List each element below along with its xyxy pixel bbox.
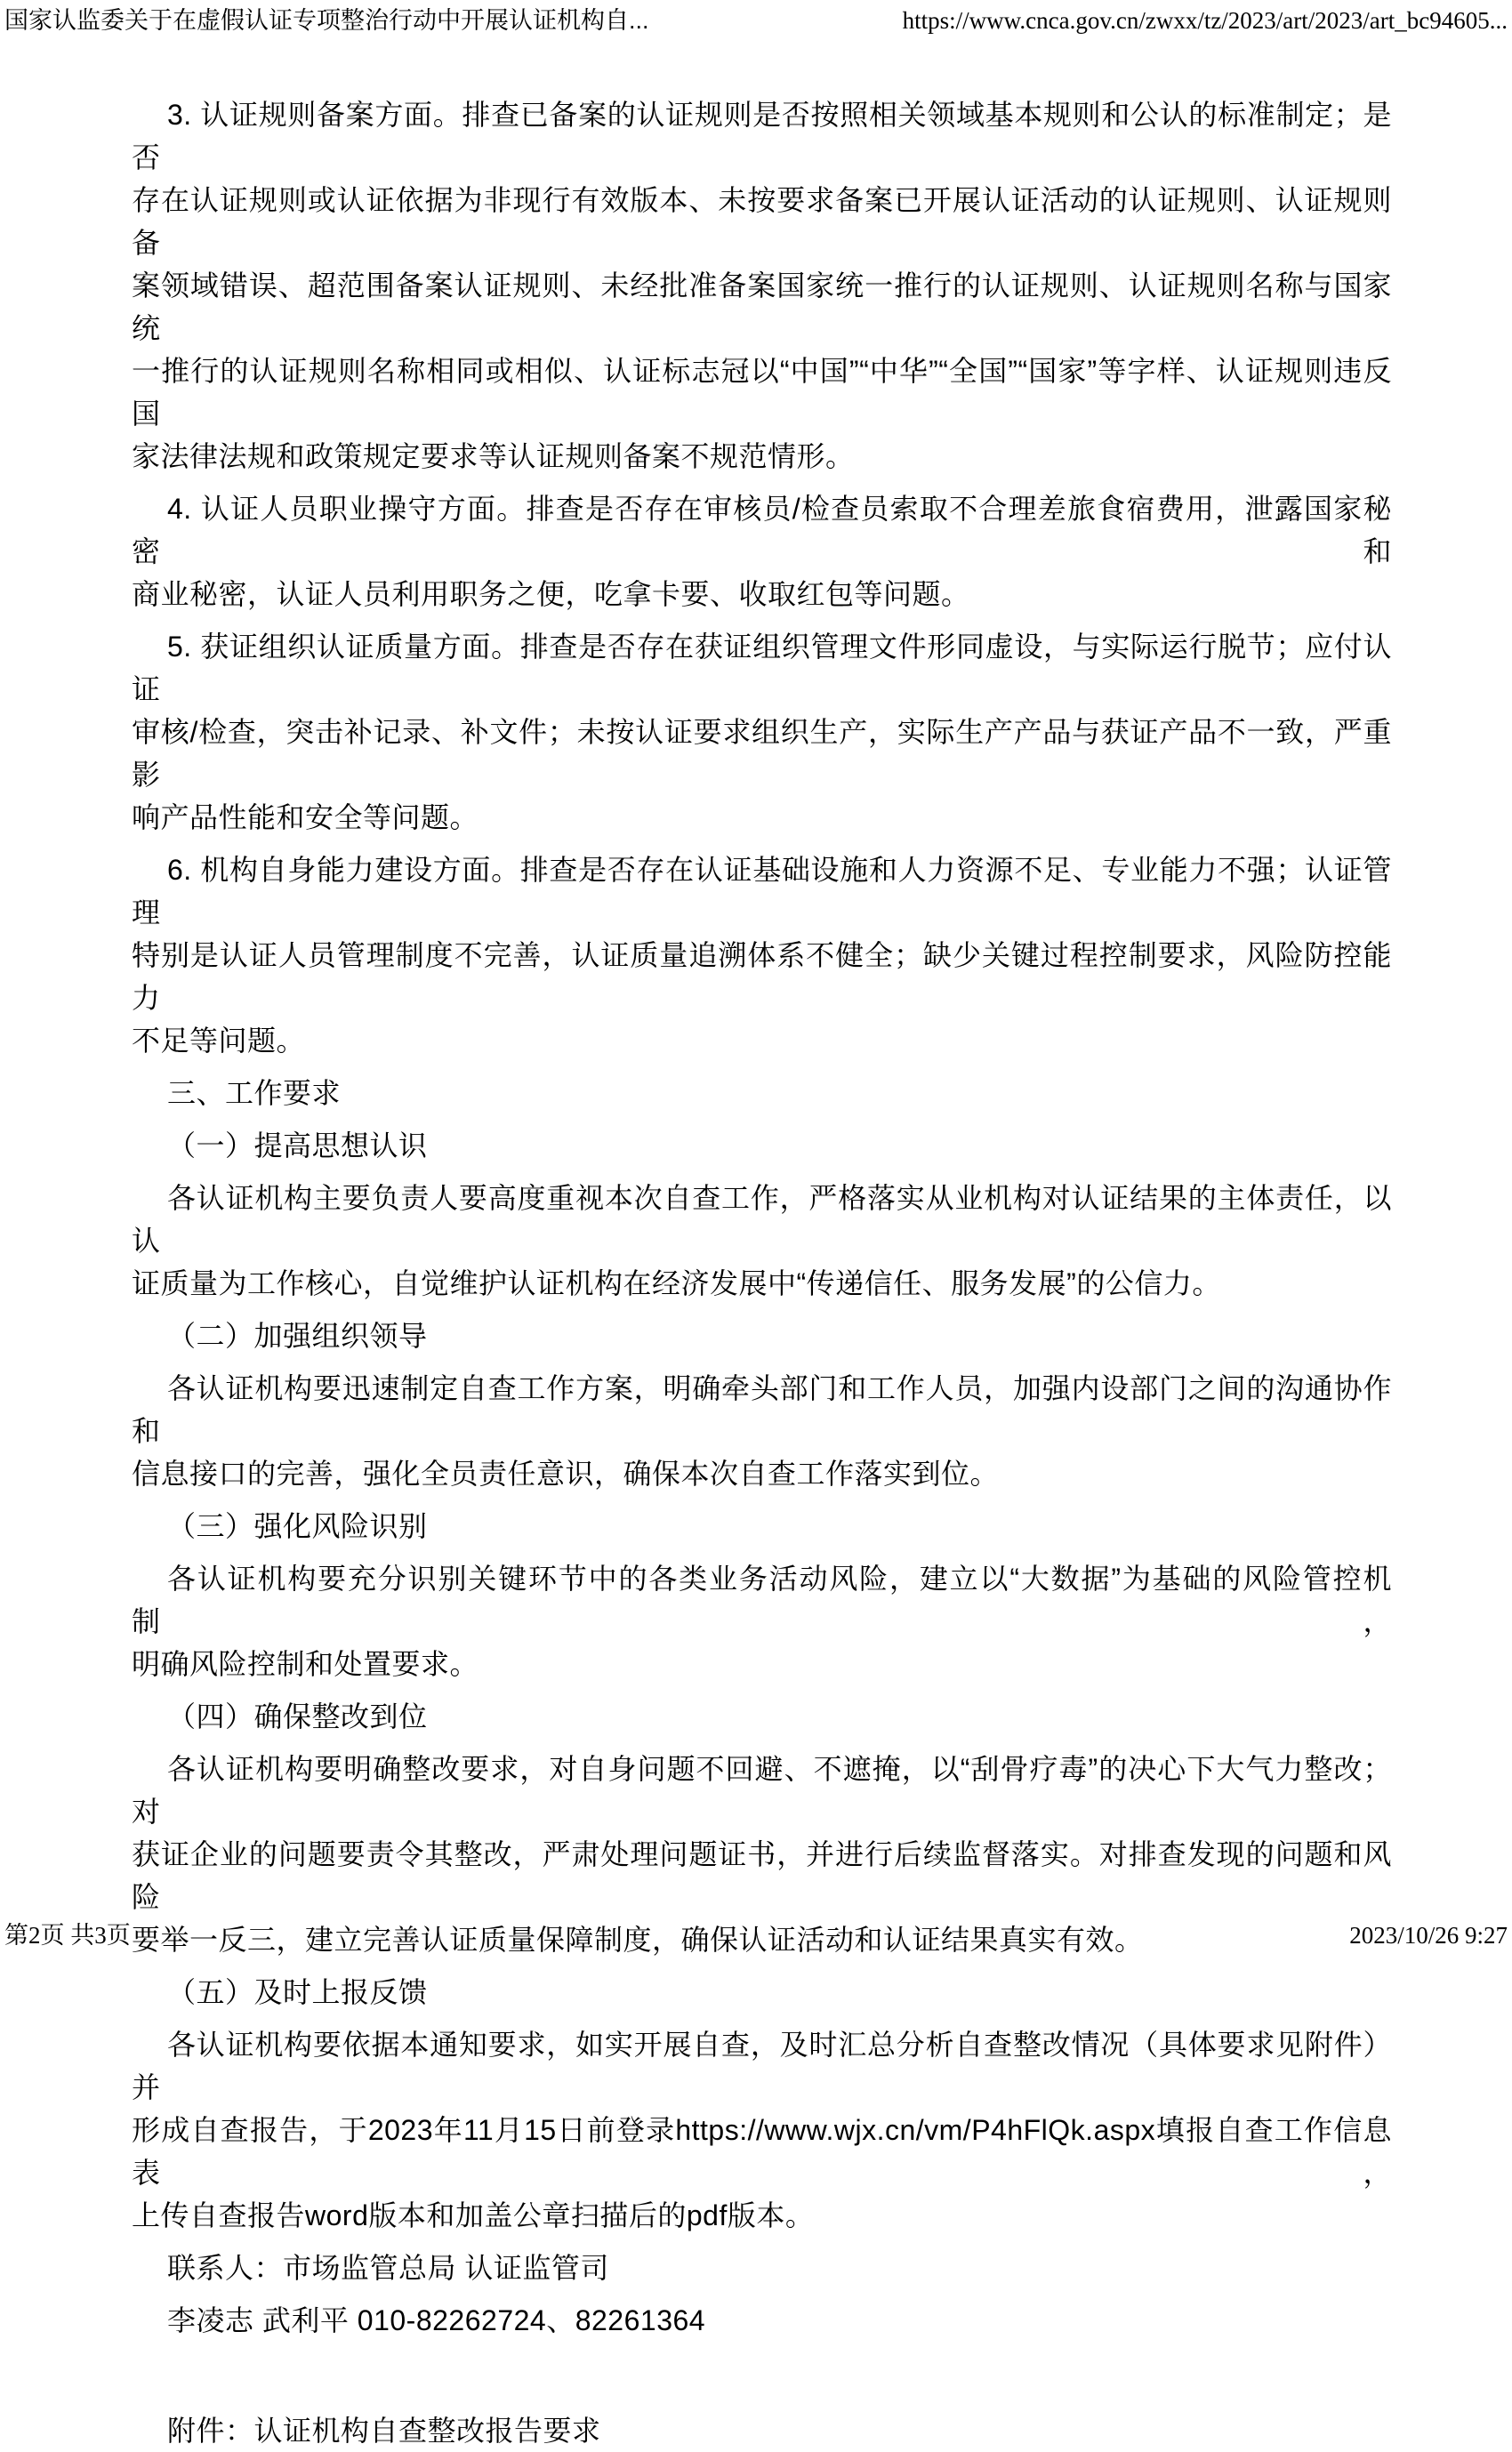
text-line: 4. 认证人员职业操守方面。排查是否存在审核员/检查员索取不合理差旅食宿费用，泄露国家秘密和 xyxy=(132,493,1392,567)
paragraph xyxy=(132,1177,1392,1305)
page-number: 第2页 共3页 xyxy=(4,1922,131,1949)
text-line: 附件：认证机构自查整改报告要求 xyxy=(167,2415,601,2447)
text-line: 李凌志 武利平 010-82262724、82261364 xyxy=(167,2304,706,2336)
paragraph xyxy=(132,2409,1392,2452)
paragraph xyxy=(132,93,1392,478)
text-line: 各认证机构要明确整改要求，对自身问题不回避、不遮掩，以“刮骨疗毒”的决心下大气力整改；对 xyxy=(132,1753,1392,1828)
text-line: 特别是认证人员管理制度不完善，认证质量追溯体系不健全；缺少关键过程控制要求，风险防控能力 xyxy=(132,939,1392,1014)
text-line: 审核/检查，突击补记录、补文件；未按认证要求组织生产，实际生产产品与获证产品不一致，严重影 xyxy=(132,716,1392,791)
section-heading xyxy=(132,1124,1392,1167)
text-line: （五）及时上报反馈 xyxy=(167,1976,428,2008)
text-line: 家法律法规和政策规定要求等认证规则备案不规范情形。 xyxy=(132,440,855,472)
section-heading xyxy=(132,1072,1392,1114)
paragraph xyxy=(132,1367,1392,1495)
print-footer xyxy=(4,1921,1508,1950)
text-line: 各认证机构要依据本通知要求，如实开展自查，及时汇总分析自查整改情况（具体要求见附件）并 xyxy=(132,2029,1392,2103)
text-line: 3. 认证规则备案方面。排查已备案的认证规则是否按照相关领域基本规则和公认的标准制定；是否 xyxy=(132,99,1392,173)
text-line: 形成自查报告，于2023年11月15日前登录https://www.wjx.cn/vm/P4hFlQk.aspx填报自查工作信息表， xyxy=(132,2114,1392,2189)
text-line: 三、工作要求 xyxy=(167,1077,342,1109)
text-line: 上传自查报告word版本和加盖公章扫描后的pdf版本。 xyxy=(132,2199,815,2231)
text-line: 信息接口的完善，强化全员责任意识，确保本次自查工作落实到位。 xyxy=(132,1458,1000,1490)
section-heading xyxy=(132,1314,1392,1357)
text-line: 案领域错误、超范围备案认证规则、未经批准备案国家统一推行的认证规则、认证规则名称与国家统 xyxy=(132,269,1392,344)
text-line: 证质量为工作核心，自觉维护认证机构在经济发展中“传递信任、服务发展”的公信力。 xyxy=(132,1267,1221,1299)
text-line: 不足等问题。 xyxy=(132,1025,306,1057)
document-body xyxy=(132,93,1392,2452)
text-line: 5. 获证组织认证质量方面。排查是否存在获证组织管理文件形同虚设，与实际运行脱节；应付认证 xyxy=(132,631,1392,705)
text-line: （四）确保整改到位 xyxy=(167,1700,428,1732)
print-datetime: 2023/10/26 9:27 xyxy=(1349,1922,1508,1949)
text-line: （二）加强组织领导 xyxy=(167,1320,428,1352)
text-line: 要举一反三，建立完善认证质量保障制度，确保认证活动和认证结果真实有效。 xyxy=(132,1924,1144,1956)
paragraph xyxy=(132,1557,1392,1685)
text-line: 商业秘密，认证人员利用职务之便，吃拿卡要、收取红包等问题。 xyxy=(132,578,970,610)
paragraph xyxy=(132,2023,1392,2237)
text-line: 各认证机构要充分识别关键环节中的各类业务活动风险，建立以“大数据”为基础的风险管控机制， xyxy=(132,1563,1392,1637)
paragraph xyxy=(132,848,1392,1062)
text-line: 存在认证规则或认证依据为非现行有效版本、未按要求备案已开展认证活动的认证规则、认证规则备 xyxy=(132,184,1392,259)
text-line: 6. 机构自身能力建设方面。排查是否存在认证基础设施和人力资源不足、专业能力不强；认证管理 xyxy=(132,854,1392,929)
page-header-url: https://www.cnca.gov.cn/zwxx/tz/2023/art/2023/art_bc94605... xyxy=(902,7,1508,34)
text-line: 明确风险控制和处置要求。 xyxy=(132,1648,479,1680)
text-line: 各认证机构主要负责人要高度重视本次自查工作，严格落实从业机构对认证结果的主体责任，以认 xyxy=(132,1182,1392,1257)
paragraph xyxy=(132,487,1392,615)
print-header xyxy=(4,5,1508,36)
section-heading xyxy=(132,1971,1392,2014)
paragraph xyxy=(132,625,1392,839)
text-line: 联系人：市场监管总局 认证监管司 xyxy=(167,2252,609,2284)
text-line: （一）提高思想认识 xyxy=(167,1130,428,1162)
text-line: 响产品性能和安全等问题。 xyxy=(132,801,479,833)
page-header-title: 国家认监委关于在虚假认证专项整治行动中开展认证机构自... xyxy=(4,7,649,34)
text-line: （三）强化风险识别 xyxy=(167,1510,428,1542)
text-line: 各认证机构要迅速制定自查工作方案，明确牵头部门和工作人员，加强内设部门之间的沟通协作和 xyxy=(132,1372,1392,1447)
paragraph xyxy=(132,2299,1392,2342)
section-heading xyxy=(132,1695,1392,1738)
section-heading xyxy=(132,1505,1392,1548)
text-line: 一推行的认证规则名称相同或相似、认证标志冠以“中国”“中华”“全国”“国家”等字样、认证规则违反国 xyxy=(132,355,1392,430)
paragraph xyxy=(132,2247,1392,2289)
text-line: 获证企业的问题要责令其整改，严肃处理问题证书，并进行后续监督落实。对排查发现的问题和风险 xyxy=(132,1838,1392,1913)
